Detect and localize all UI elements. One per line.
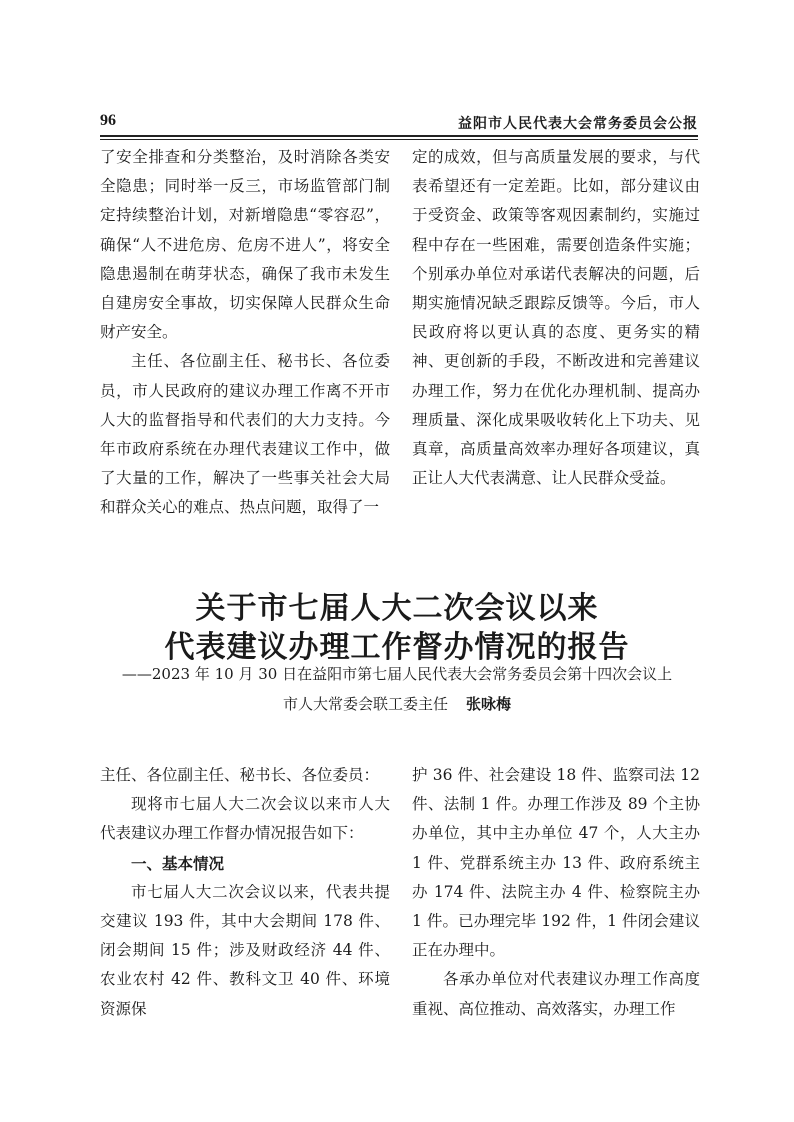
journal-title: 益阳市人民代表大会常务委员会公报 [458,116,698,132]
paragraph: 市七届人大二次会议以来，代表共提交建议 193 件，其中大会期间 178 件、闭会期间 15 件；涉及财政经济 44 件、农业农村 42 件、教科文卫 40 件、环境资源保 [100,882,390,1018]
paragraph: 定的成效，但与高质量发展的要求，与代表希望还有一定差距。比如，部分建议由于受资金、政策等客观因素制约，实施过程中存在一些困难，需要创造条件实施；个别承办单位对承诺代表解决的问题，后期实施情况缺乏跟踪反馈等。今后，市人民政府将以更认真的态度、更务实的精神、更创新的手段，不断改进和完善建议办理工作，努力在优化办理机制、提高办理质量、深化成果吸收转化上下功夫、见真章，高质量高效率办理好各项建议，真正让人大代表满意、让人民群众受益。 [412,148,700,488]
report-title-line-1: 关于市七届人大二次会议以来 [195,591,599,626]
report-byline [0,693,794,714]
paragraph: 主任、各位副主任、秘书长、各位委员，市人民政府的建议办理工作离不开市人大的监督指导和代表们的大力支持。今年市政府系统在办理代表建议工作中，做了大量的工作，解决了一些事关社会大局和群众关心的难点、热点问题，取得了一 [100,352,390,517]
byline-role: 市人大常委会联工委主任 [282,695,448,713]
paragraph: 现将市七届人大二次会议以来市人大代表建议办理工作督办情况报告如下： [100,795,390,843]
report-title-line-2: 代表建议办理工作督办情况的报告 [164,630,630,665]
byline-name: 张咏梅 [466,695,512,713]
page-number: 96 [100,112,116,129]
top-left-column [100,143,390,523]
paragraph: 了安全排查和分类整治，及时消除各类安全隐患；同时举一反三，市场监管部门制定持续整治计划，对新增隐患“零容忍”，确保“人不进危房、危房不进人”，将安全隐患遏制在萌芽状态，确保了我市未发生自建房安全事故，切实保障人民群众生命财产安全。 [100,148,390,342]
paragraph: 各承办单位对代表建议办理工作高度重视、高位推动、高效落实，办理工作 [412,970,700,1018]
report-right-column [412,761,700,1024]
paragraph: 护 36 件、社会建设 18 件、监察司法 12 件、法制 1 件。办理工作涉及 89 个主协办单位，其中主办单位 47 个，人大主办 1 件、党群系统主办 13 件、政府系统主办 174 件、法院主办 4 件、检察院主办 1 件。已办理完毕 192 件，1 件闭会建议正在办理中。 [412,766,700,960]
report-left-column [100,761,390,1024]
top-right-column [412,143,700,493]
header-rule-thin [100,139,698,140]
salutation: 主任、各位副主任、秘书长、各位委员： [100,766,380,784]
section-heading: 一、基本情况 [131,853,225,873]
report-subtitle: ——2023 年 10 月 30 日在益阳市第七届人民代表大会常务委员会第十四次会议上 [121,665,673,683]
page-header [100,112,698,134]
header-rule [100,135,698,137]
